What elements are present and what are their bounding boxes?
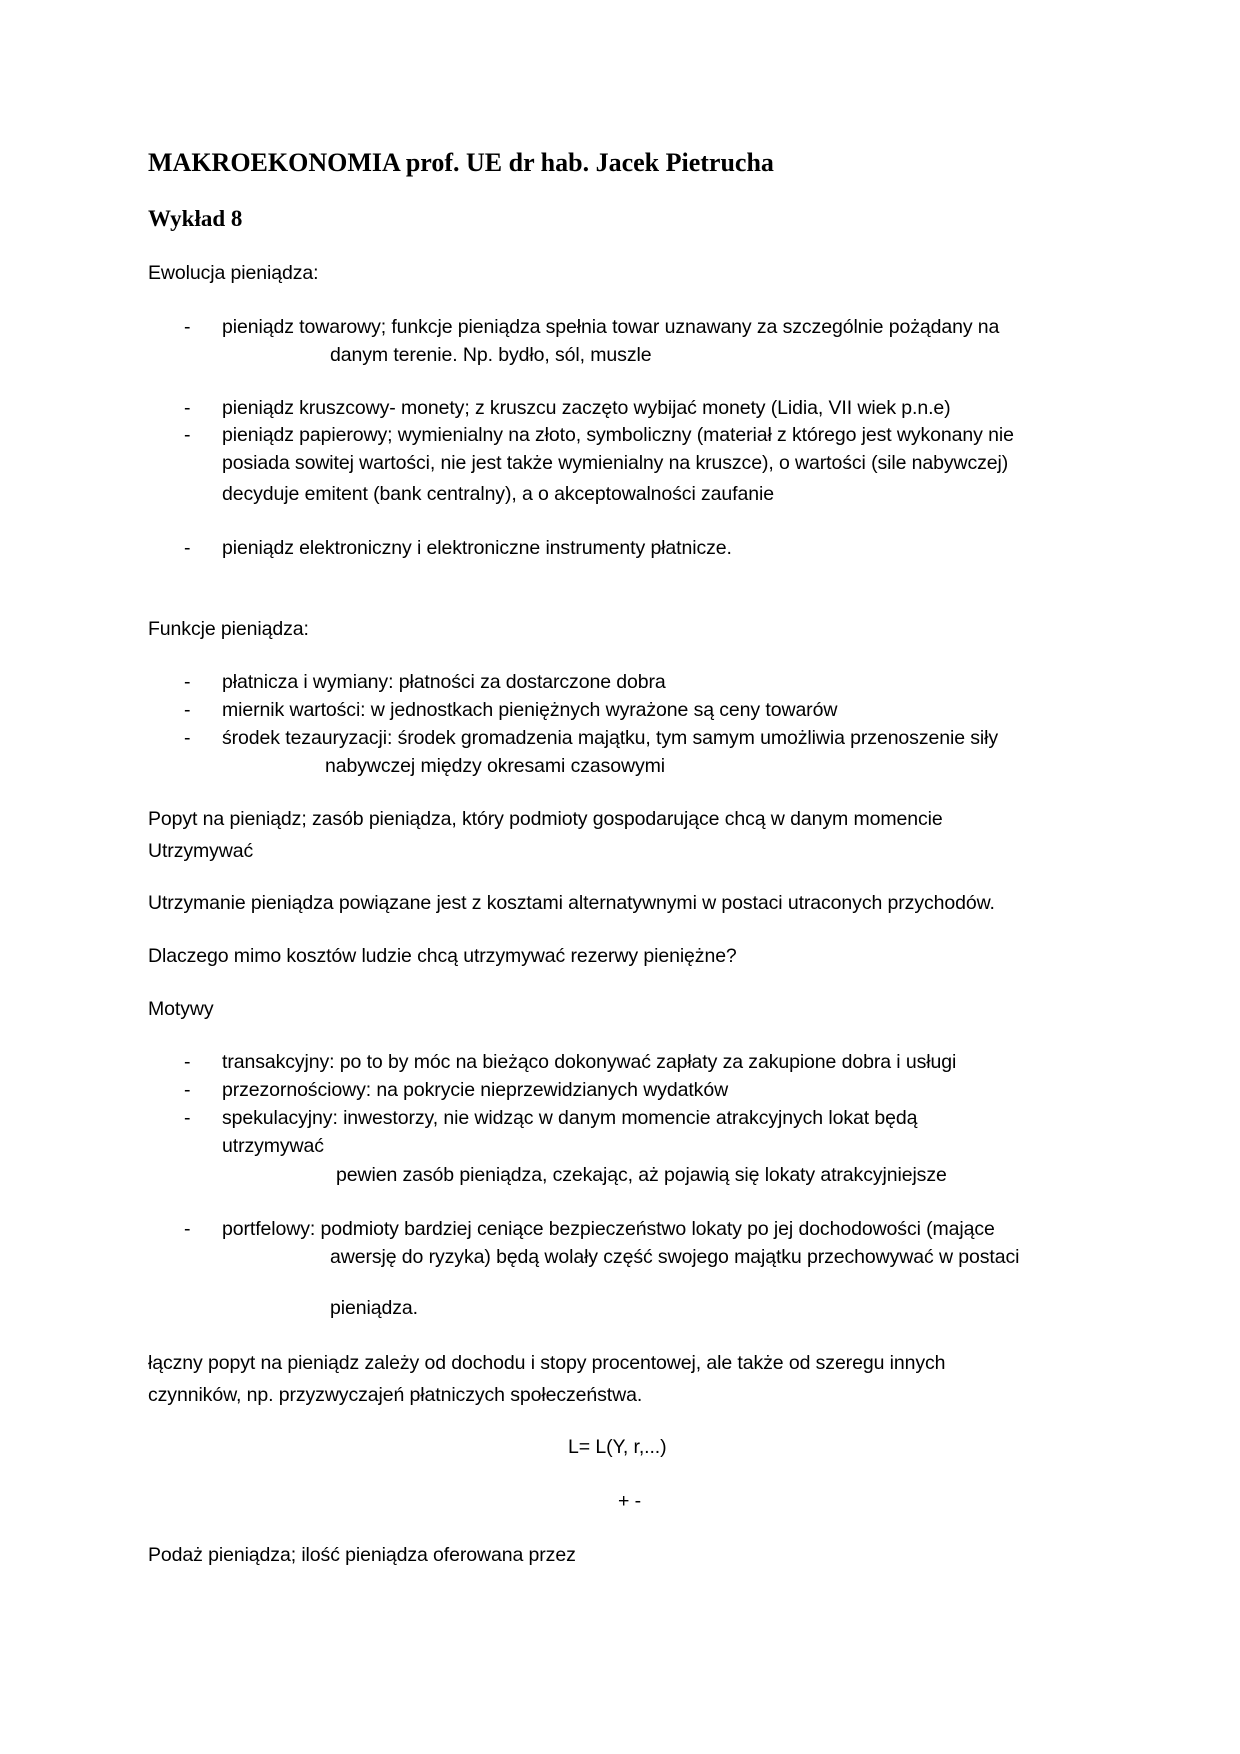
list-dash: - bbox=[184, 1051, 191, 1073]
list-item-text: transakcyjny: po to by móc na bieżąco dokonywać zapłaty za zakupione dobra i usługi bbox=[222, 1051, 957, 1073]
list-item-text: pieniądz elektroniczny i elektroniczne instrumenty płatnicze. bbox=[222, 537, 732, 559]
list-item-text: przezornościowy: na pokrycie nieprzewidzianych wydatków bbox=[222, 1079, 729, 1101]
list-dash: - bbox=[184, 1107, 191, 1129]
list-dash: - bbox=[184, 1079, 191, 1101]
demand-definition: Popyt na pieniądz; zasób pieniądza, który podmioty gospodarujące chcą w danym momencie bbox=[148, 808, 943, 830]
list-dash: - bbox=[184, 699, 191, 721]
total-demand-paragraph-cont: czynników, np. przyzwyczajeń płatniczych społeczeństwa. bbox=[148, 1384, 643, 1406]
total-demand-paragraph: łączny popyt na pieniądz zależy od dochodu i stopy procentowej, ale także od szeregu innych bbox=[148, 1352, 946, 1374]
list-item-text: płatnicza i wymiany: płatności za dostarczone dobra bbox=[222, 671, 666, 693]
list-item-text: środek tezauryzacji: środek gromadzenia majątku, tym samym umożliwia przenoszenie siły bbox=[222, 727, 999, 749]
demand-definition-cont: Utrzymywać bbox=[148, 840, 254, 862]
list-item-text: pewien zasób pieniądza, czekając, aż pojawią się lokaty atrakcyjniejsze bbox=[336, 1164, 947, 1186]
question-paragraph: Dlaczego mimo kosztów ludzie chcą utrzymywać rezerwy pieniężne? bbox=[148, 945, 737, 967]
list-item-text: posiada sowitej wartości, nie jest także wymienialny na kruszce), o wartości (sile nabywczej) bbox=[222, 452, 1009, 474]
list-dash: - bbox=[184, 1218, 191, 1240]
list-dash: - bbox=[184, 671, 191, 693]
list-dash: - bbox=[184, 424, 191, 446]
list-dash: - bbox=[184, 397, 191, 419]
list-item-text: pieniądz papierowy; wymienialny na złoto, symboliczny (materiał z którego jest wykonany nie bbox=[222, 424, 1014, 446]
list-dash: - bbox=[184, 537, 191, 559]
list-item-text: spekulacyjny: inwestorzy, nie widząc w danym momencie atrakcyjnych lokat będą bbox=[222, 1107, 918, 1129]
holding-cost-paragraph: Utrzymanie pieniądza powiązane jest z kosztami alternatywnymi w postaci utraconych przychodów. bbox=[148, 892, 995, 914]
money-supply-paragraph: Podaż pieniądza; ilość pieniądza oferowana przez bbox=[148, 1544, 576, 1566]
motives-heading: Motywy bbox=[148, 998, 214, 1020]
list-item-text: awersję do ryzyka) będą wolały część swojego majątku przechowywać w postaci bbox=[330, 1246, 1020, 1268]
list-dash: - bbox=[184, 727, 191, 749]
functions-heading: Funkcje pieniądza: bbox=[148, 618, 309, 640]
evolution-heading: Ewolucja pieniądza: bbox=[148, 262, 319, 284]
document-title: MAKROEKONOMIA prof. UE dr hab. Jacek Pietrucha bbox=[148, 148, 774, 177]
formula-signs: + - bbox=[618, 1490, 641, 1512]
list-item-text: utrzymywać bbox=[222, 1135, 324, 1157]
lecture-number: Wykład 8 bbox=[148, 206, 243, 231]
list-item-text: pieniądz towarowy; funkcje pieniądza spełnia towar uznawany za szczególnie pożądany na bbox=[222, 316, 1000, 338]
money-demand-formula: L= L(Y, r,...) bbox=[568, 1436, 667, 1458]
list-item-text: portfelowy: podmioty bardziej ceniące bezpieczeństwo lokaty po jej dochodowości (mające bbox=[222, 1218, 995, 1240]
list-dash: - bbox=[184, 316, 191, 338]
list-item-text: nabywczej między okresami czasowymi bbox=[325, 755, 666, 777]
list-item-text: decyduje emitent (bank centralny), a o akceptowalności zaufanie bbox=[222, 483, 774, 505]
list-item-text: pieniądza. bbox=[330, 1297, 418, 1319]
list-item-text: pieniądz kruszcowy- monety; z kruszcu zaczęto wybijać monety (Lidia, VII wiek p.n.e) bbox=[222, 397, 951, 419]
list-item-text: danym terenie. Np. bydło, sól, muszle bbox=[330, 344, 652, 366]
list-item-text: miernik wartości: w jednostkach pieniężnych wyrażone są ceny towarów bbox=[222, 699, 838, 721]
